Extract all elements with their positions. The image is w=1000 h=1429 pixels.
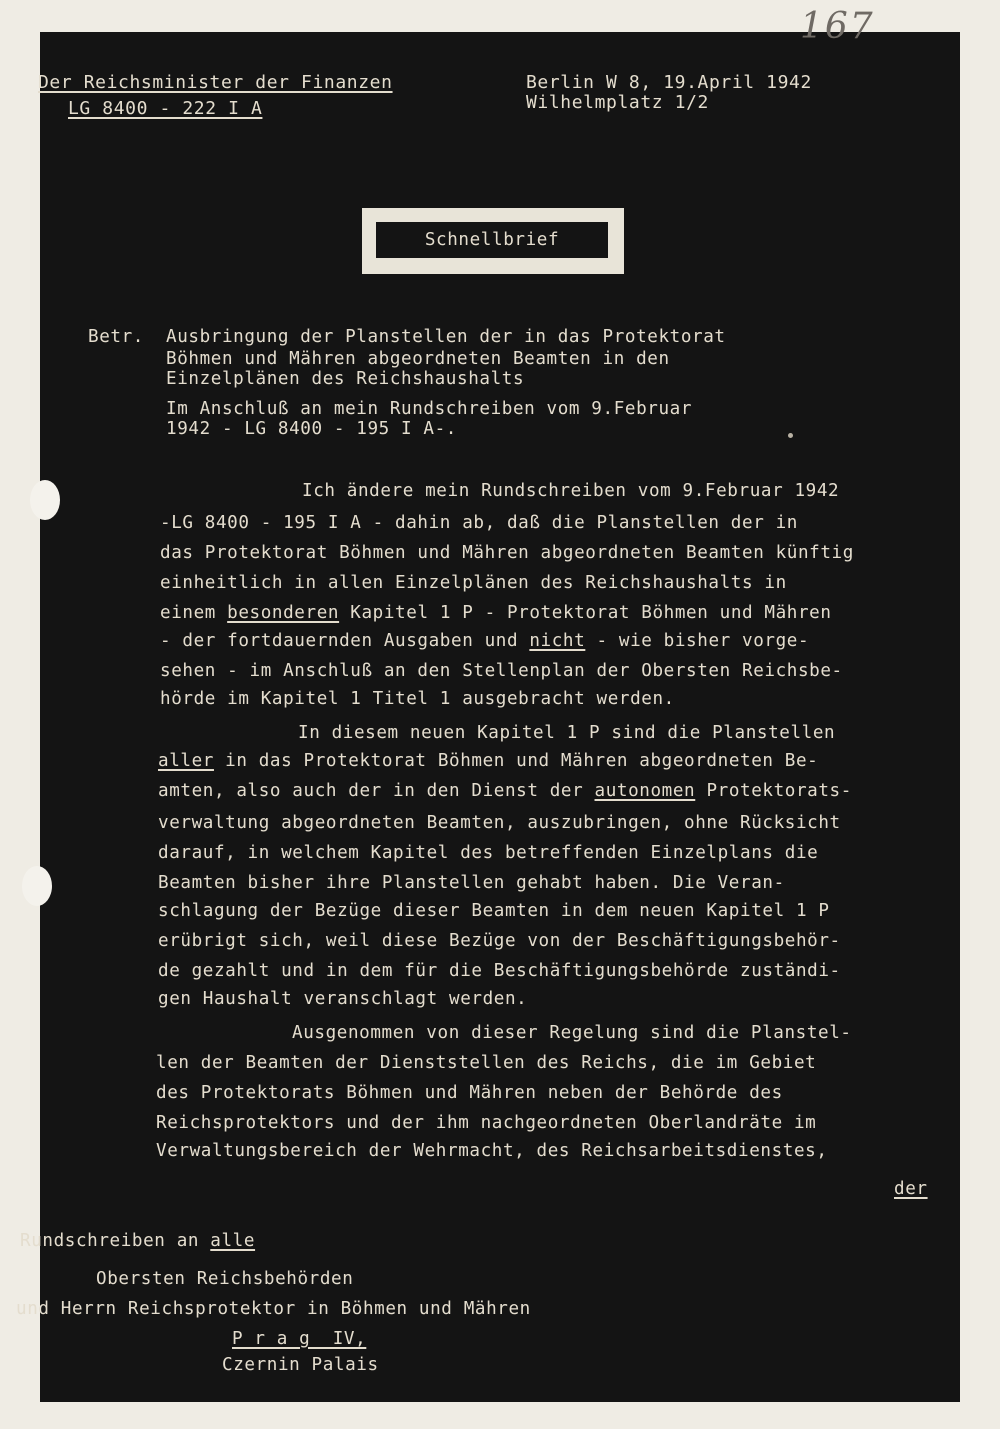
body-line: sehen - im Anschluß an den Stellenplan der Obersten Reichsbe- <box>160 661 843 681</box>
place-date: Berlin W 8, 19.April 1942 <box>526 72 812 93</box>
street-address: Wilhelmplatz 1/2 <box>526 92 709 113</box>
subject-prefix: Betr. <box>88 327 144 347</box>
body-line: aller in das Protektorat Böhmen und Mähren abgeordneten Be- <box>158 751 819 771</box>
body-line: einem besonderen Kapitel 1 P - Protektorat Böhmen und Mähren <box>160 603 832 623</box>
body-line: Ich ändere mein Rundschreiben vom 9.Februar 1942 <box>302 481 840 501</box>
body-line: In diesem neuen Kapitel 1 P sind die Planstellen <box>298 723 836 743</box>
subject-reference: 1942 - LG 8400 - 195 I A-. <box>166 419 458 439</box>
body-line: des Protektorats Böhmen und Mähren neben der Behörde des <box>156 1083 783 1103</box>
body-line: das Protektorat Böhmen und Mähren abgeordneten Beamten künftig <box>160 543 854 563</box>
handwritten-page-number: 167 <box>800 6 875 47</box>
body-line: hörde im Kapitel 1 Titel 1 ausgebracht werden. <box>160 689 675 709</box>
body-line: gen Haushalt veranschlagt werden. <box>158 989 528 1009</box>
body-line: - der fortdauernden Ausgaben und nicht - wie bisher vorge- <box>160 631 810 651</box>
body-line: Beamten bisher ihre Planstellen gehabt haben. Die Veran- <box>158 873 785 893</box>
emphasis-underline: alle <box>210 1231 256 1251</box>
subject-line: Böhmen und Mähren abgeordneten Beamten in den <box>166 349 670 369</box>
punch-hole <box>22 866 52 906</box>
ink-dot <box>788 433 793 438</box>
emphasis-underline: aller <box>158 751 214 771</box>
subject-reference: Im Anschluß an mein Rundschreiben vom 9.Februar <box>166 399 693 419</box>
distribution-line: und Herrn Reichsprotektor in Böhmen und Mähren <box>16 1299 531 1319</box>
emphasis-underline: autonomen <box>594 781 696 801</box>
schnellbrief-label: Schnellbrief <box>376 222 608 258</box>
body-line: erübrigt sich, weil diese Bezüge von der Beschäftigungsbehör- <box>158 931 841 951</box>
body-line: de gezahlt und in dem für die Beschäftigungsbehörde zuständi- <box>158 961 841 981</box>
sender-line: Der Reichsminister der Finanzen <box>38 72 393 93</box>
subject-line: Einzelplänen des Reichshaushalts <box>166 369 525 389</box>
distribution-line: Rundschreiben an alle <box>20 1231 256 1251</box>
distribution-line: Obersten Reichsbehörden <box>96 1269 354 1289</box>
continuation-word: der <box>894 1179 928 1199</box>
subject-line: Ausbringung der Planstellen der in das Protektorat <box>166 327 726 347</box>
body-line: Verwaltungsbereich der Wehrmacht, des Reichsarbeitsdienstes, <box>156 1141 828 1161</box>
body-line: verwaltung abgeordneten Beamten, auszubringen, ohne Rücksicht <box>158 813 841 833</box>
emphasis-underline: nicht <box>529 631 586 651</box>
punch-hole <box>30 480 60 520</box>
emphasis-underline: besonderen <box>227 603 340 623</box>
body-line: schlagung der Bezüge dieser Beamten in dem neuen Kapitel 1 P <box>158 901 830 921</box>
body-line: -LG 8400 - 195 I A - dahin ab, daß die Planstellen der in <box>160 513 798 533</box>
distribution-city: P r a g IV, <box>232 1329 367 1349</box>
body-line: len der Beamten der Dienststellen des Reichs, die im Gebiet <box>156 1053 817 1073</box>
reference-number: LG 8400 - 222 I A <box>68 98 263 119</box>
body-line: Ausgenommen von dieser Regelung sind die Planstel- <box>292 1023 852 1043</box>
body-line: darauf, in welchem Kapitel des betreffenden Einzelplans die <box>158 843 819 863</box>
body-line: Reichsprotektors und der ihm nachgeordneten Oberlandräte im <box>156 1113 817 1133</box>
body-line: amten, also auch der in den Dienst der autonomen Protektorats- <box>158 781 852 801</box>
body-line: einheitlich in allen Einzelplänen des Reichshaushalts in <box>160 573 787 593</box>
distribution-line: Czernin Palais <box>222 1355 379 1375</box>
